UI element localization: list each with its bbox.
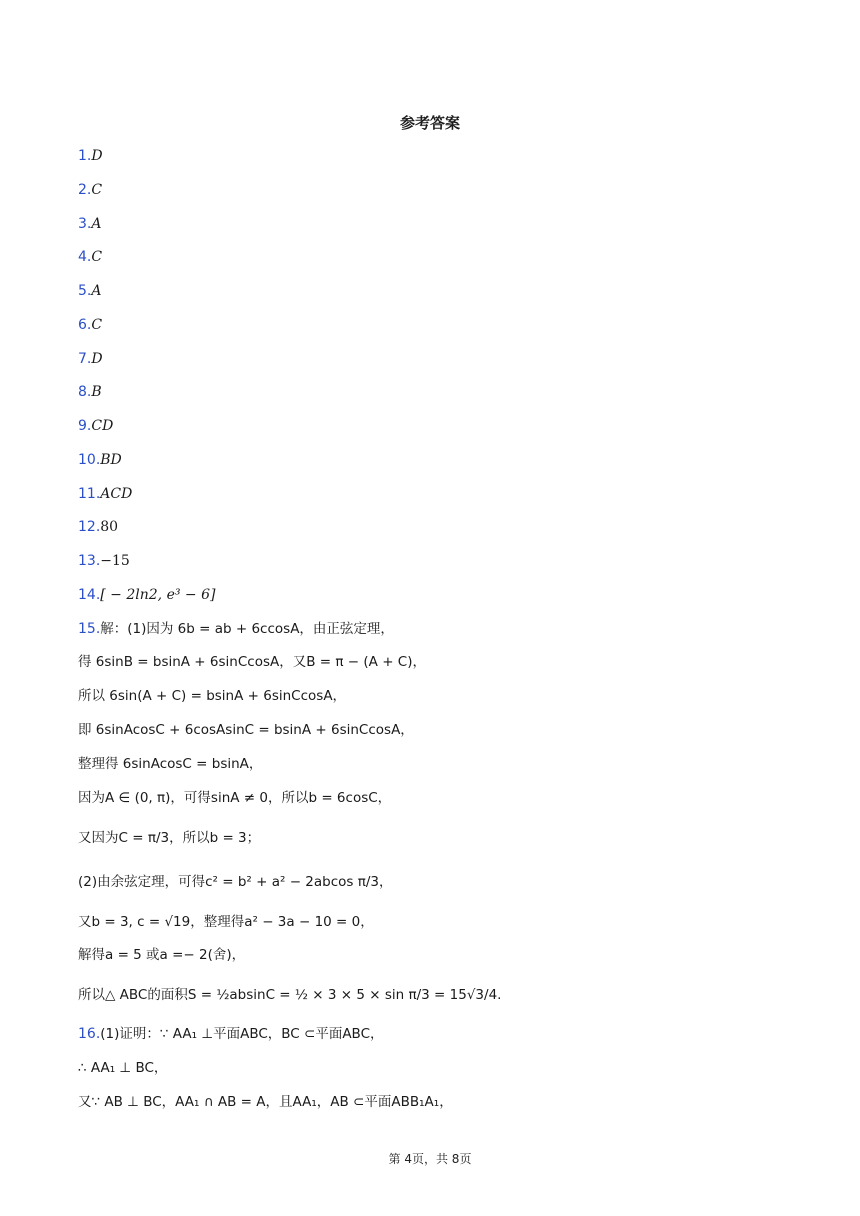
answer-13 <box>78 551 130 571</box>
answer-text: 80 <box>100 519 119 535</box>
question-number: 14. <box>78 587 101 603</box>
solution-text: 解：(1)因为 6b = ab + 6ccosA，由正弦定理， <box>100 621 394 637</box>
question-number: 9. <box>78 418 92 434</box>
page-footer: 第 4页，共 8页 <box>388 1152 472 1166</box>
q16-line-3: 又∵ AB ⊥ BC，AA₁ ∩ AB = A，且AA₁，AB ⊂平面ABB₁A₁， <box>78 1094 453 1110</box>
q16-line-2: ∴ AA₁ ⊥ BC， <box>78 1060 168 1076</box>
answer-8 <box>78 382 102 402</box>
answer-text: A <box>91 216 102 232</box>
answer-4 <box>78 247 102 267</box>
answer-text: [ − 2ln2, e³ − 6] <box>100 587 216 603</box>
answer-text: D <box>91 351 103 367</box>
answer-9 <box>78 416 113 436</box>
answer-5 <box>78 281 101 301</box>
answer-3 <box>78 214 101 234</box>
q15-line-8: (2)由余弦定理，可得c² = b² + a² − 2abcos π/3， <box>78 874 393 890</box>
question-number: 2. <box>78 182 92 198</box>
q15-line-3: 所以 6sin(A + C) = bsinA + 6sinCcosA， <box>78 688 347 704</box>
answer-text: C <box>91 182 103 198</box>
answer-2 <box>78 180 102 200</box>
answer-text: CD <box>91 418 114 434</box>
q16-line-1 <box>78 1024 384 1044</box>
question-number: 3. <box>78 216 92 232</box>
answer-text: ACD <box>100 486 133 502</box>
answer-7 <box>78 349 103 369</box>
q15-line-4: 即 6sinAcosC + 6cosAsinC = bsinA + 6sinCcosA， <box>78 722 414 738</box>
answer-12 <box>78 517 118 537</box>
answer-text: B <box>91 384 102 400</box>
answer-text: C <box>91 317 103 333</box>
question-number: 7. <box>78 351 92 367</box>
answer-11 <box>78 484 132 504</box>
answer-10 <box>78 450 122 470</box>
question-number: 12. <box>78 519 101 535</box>
q15-line-2: 得 6sinB = bsinA + 6sinCcosA，又B = π − (A + C)， <box>78 654 426 670</box>
page-title: 参考答案 <box>399 114 460 132</box>
q15-line-11: 所以△ ABC的面积S = ½absinC = ½ × 3 × 5 × sin π/3 = 15√3/4. <box>78 987 502 1003</box>
question-number: 4. <box>78 249 92 265</box>
question-number: 8. <box>78 384 92 400</box>
question-number: 15. <box>78 621 101 637</box>
q15-line-5: 整理得 6sinAcosC = bsinA， <box>78 756 263 772</box>
question-number: 10. <box>78 452 101 468</box>
answer-text: BD <box>100 452 122 468</box>
question-number: 6. <box>78 317 92 333</box>
question-number: 13. <box>78 553 101 569</box>
q15-line-9: 又b = 3, c = √19，整理得a² − 3a − 10 = 0， <box>78 914 374 930</box>
answer-text: −15 <box>100 553 130 569</box>
question-number: 16. <box>78 1026 101 1042</box>
q15-line-1 <box>78 619 394 639</box>
q15-line-7: 又因为C = π/3，所以b = 3； <box>78 830 261 846</box>
answer-14 <box>78 585 215 605</box>
question-number: 5. <box>78 283 92 299</box>
solution-text: (1)证明：∵ AA₁ ⊥平面ABC，BC ⊂平面ABC， <box>100 1026 384 1042</box>
answer-text: A <box>91 283 102 299</box>
question-number: 11. <box>78 486 101 502</box>
answer-6 <box>78 315 102 335</box>
answer-text: C <box>91 249 103 265</box>
q15-line-6: 因为A ∈ (0, π)，可得sinA ≠ 0，所以b = 6cosC， <box>78 790 392 806</box>
answer-text: D <box>91 148 103 164</box>
q15-line-10: 解得a = 5 或a =− 2(舍)， <box>78 947 246 963</box>
answer-1 <box>78 146 103 166</box>
question-number: 1. <box>78 148 92 164</box>
